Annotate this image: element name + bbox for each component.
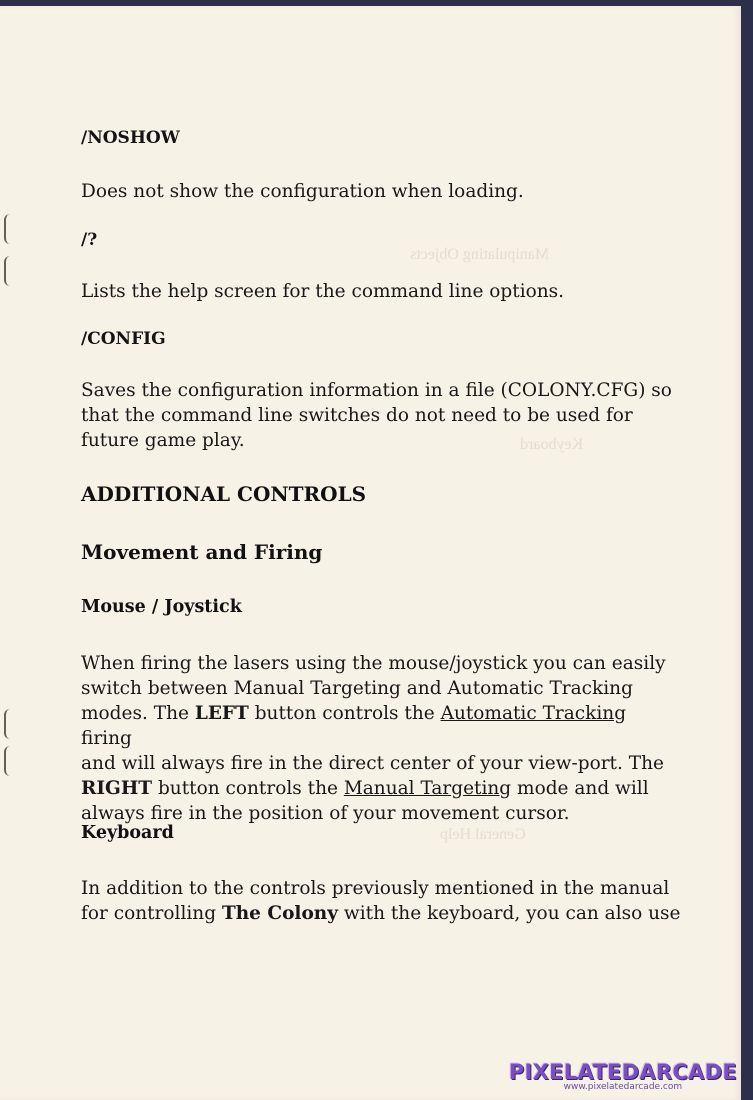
bleed-through-text: Manipulating Objects	[410, 246, 550, 263]
binding-mark	[4, 214, 11, 244]
option-description-config: Saves the configuration information in a file (COLONY.CFG) so that the command line switches do not need to be used for future game play.	[81, 380, 672, 451]
mouse-joystick-heading: Mouse / Joystick	[81, 597, 242, 617]
keyboard-heading: Keyboard	[81, 823, 174, 843]
keyboard-paragraph: In addition to the controls previously mentioned in the manual for controlling The Colony with the keyboard, you can also use	[81, 878, 681, 924]
section-heading: ADDITIONAL CONTROLS	[81, 482, 367, 506]
watermark-logo: PIXELATEDARCADE www.pixelatedarcade.com	[508, 1060, 737, 1092]
binding-mark	[4, 746, 11, 776]
bleed-through-text: General Help	[440, 826, 526, 843]
option-heading-noshow: /NOSHOW	[81, 128, 180, 148]
option-description-help: Lists the help screen for the command line options.	[81, 281, 565, 302]
binding-mark	[4, 256, 11, 286]
manual-page	[0, 6, 741, 1100]
mouse-joystick-paragraph: When firing the lasers using the mouse/joystick you can easily switch between Manual Targeting and Automatic Tracking modes. The LEFT button controls the Automatic Tracking firing and will always fire in the direct center of your view-port. The RIGHT button controls the Manual Targeting mode and will always fire in the position of your movement cursor.	[81, 653, 666, 824]
bleed-through-text: Keyboard	[520, 436, 584, 453]
option-heading-help: /?	[81, 230, 98, 250]
subsection-heading: Movement and Firing	[81, 540, 323, 564]
option-description-noshow: Does not show the configuration when loading.	[81, 181, 524, 202]
binding-mark	[4, 709, 11, 739]
option-heading-config: /CONFIG	[81, 329, 166, 349]
